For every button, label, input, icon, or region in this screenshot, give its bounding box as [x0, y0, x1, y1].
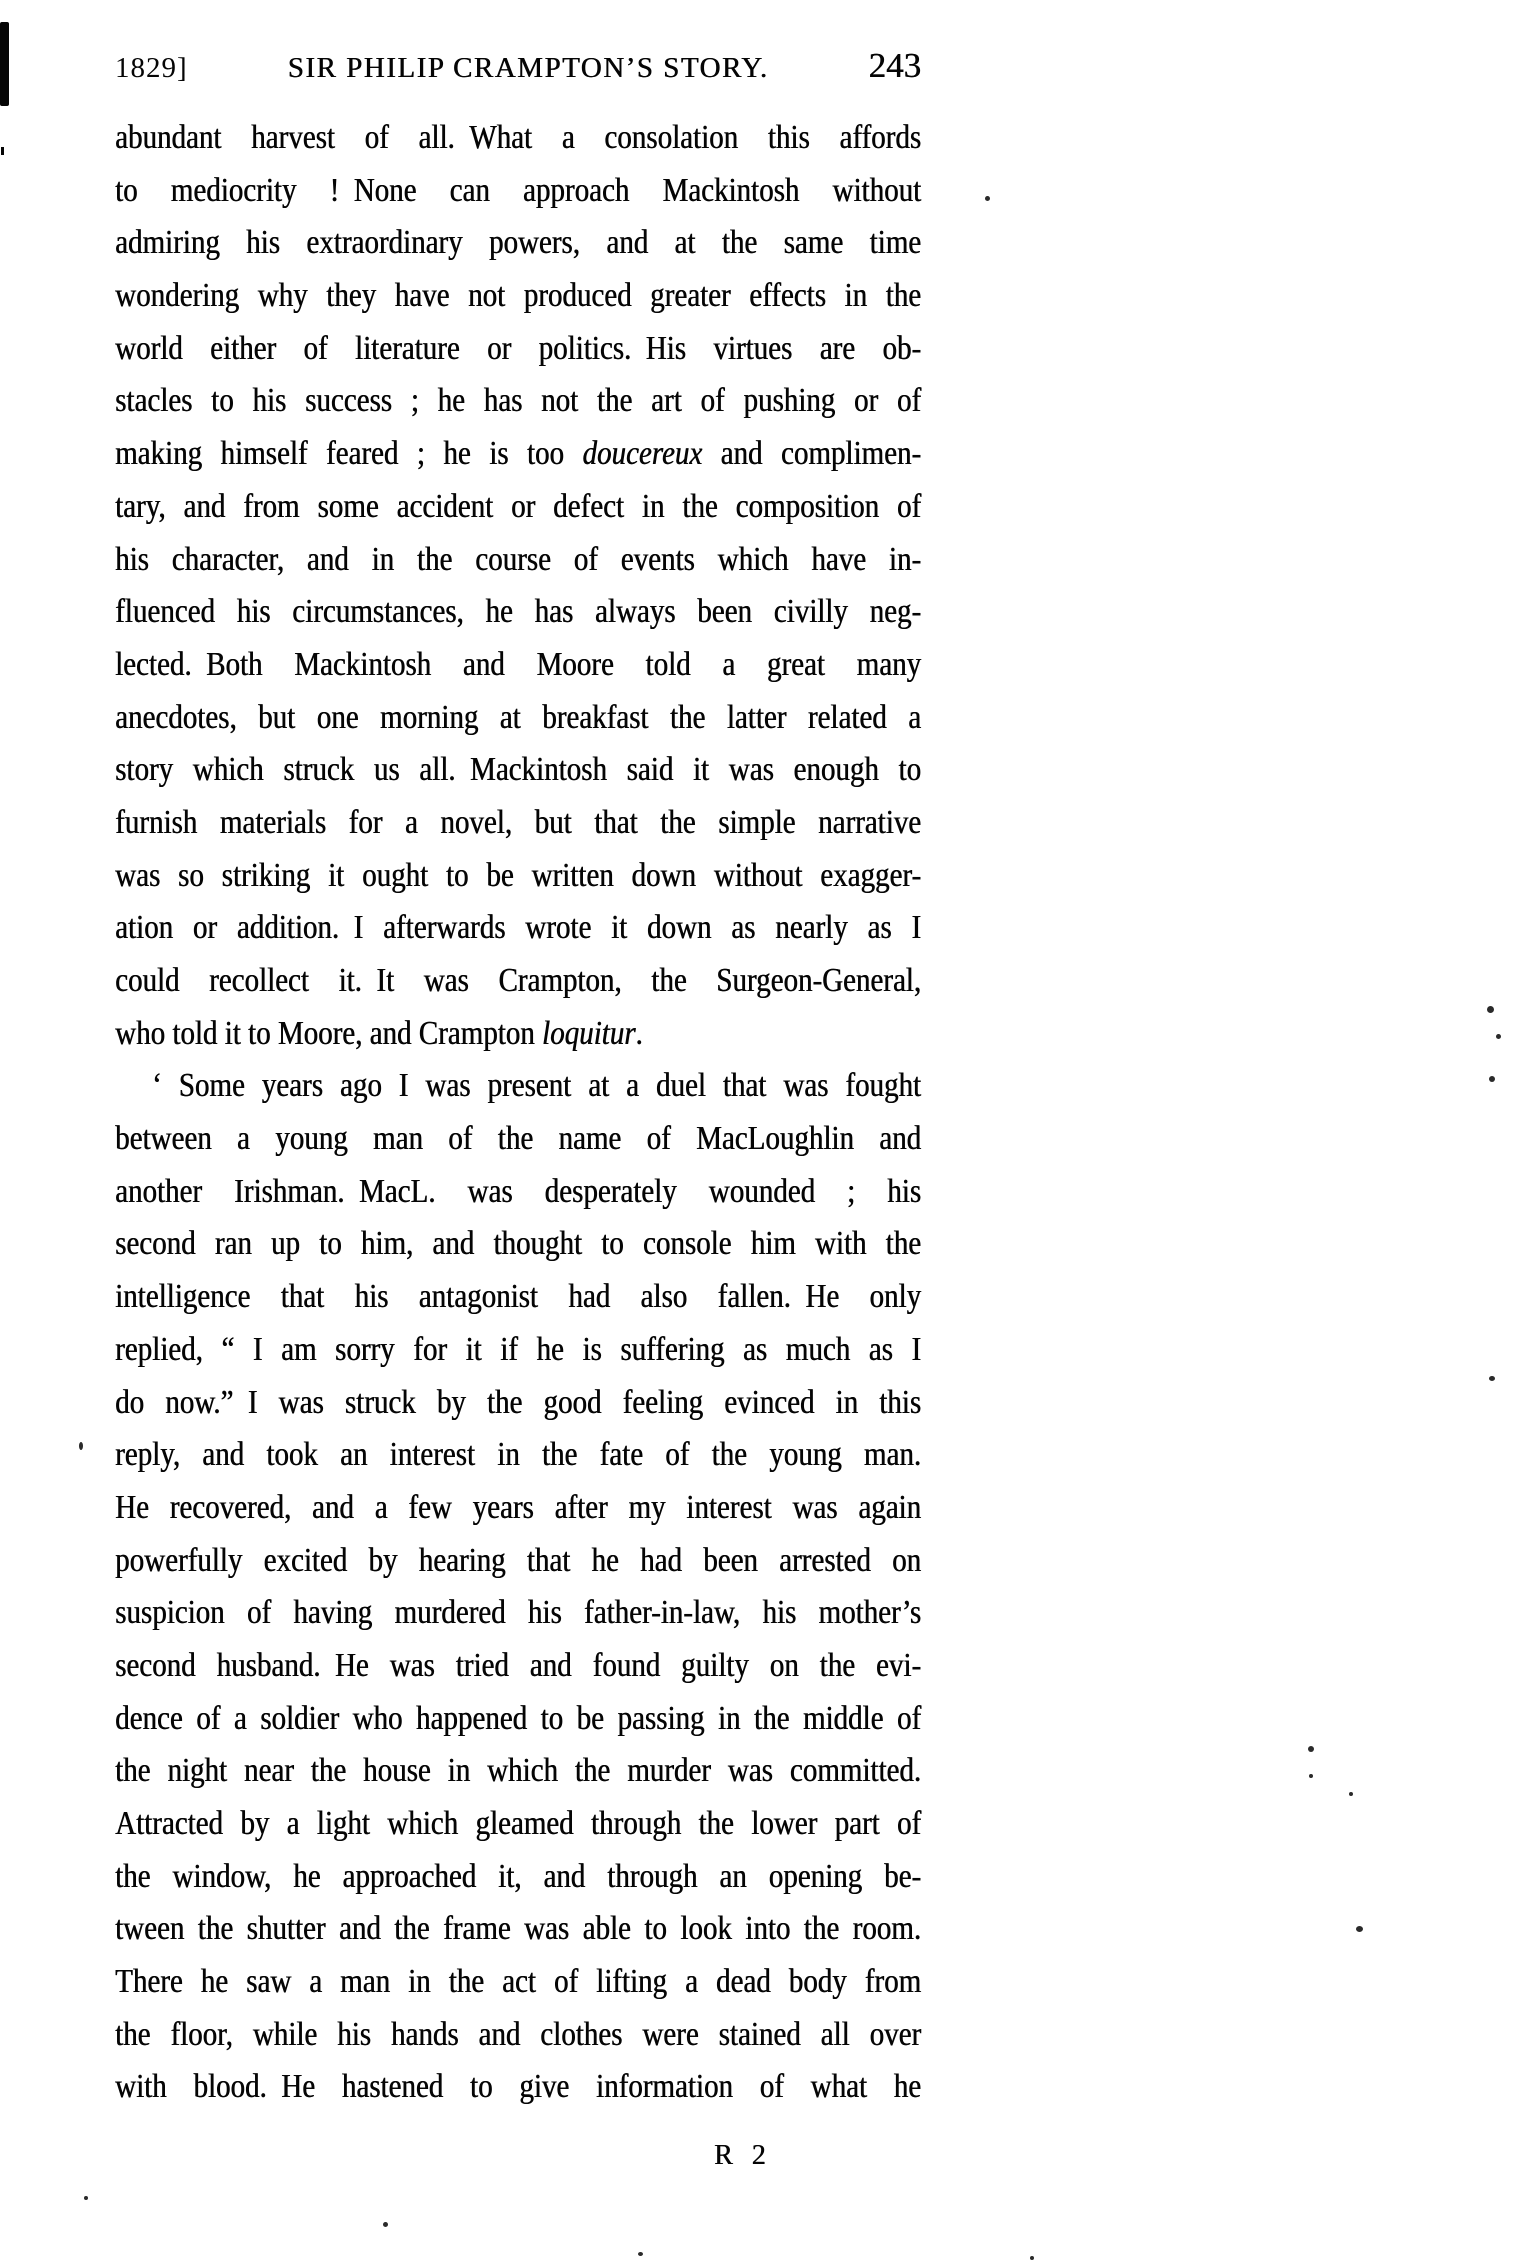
- ink-speck: [1349, 1792, 1353, 1796]
- text-line: stacles to his success ; he has not the art of pushing or of: [115, 382, 921, 420]
- text-line: abundant harvest of all. What a consolation this affords: [115, 119, 921, 156]
- text-line: tween the shutter and the frame was able to look into the room.: [115, 1910, 921, 1948]
- text-line: with blood. He hastened to give information of what he: [115, 2068, 921, 2106]
- ink-speck: [1308, 1746, 1314, 1752]
- ink-speck: [84, 2196, 88, 2200]
- text-line: fluenced his circumstances, he has always been civilly neg-: [115, 593, 921, 631]
- text-line: furnish materials for a novel, but that the simple narrative: [115, 804, 921, 841]
- text-line: wondering why they have not produced greater effects in the: [115, 277, 921, 315]
- text-line: Attracted by a light which gleamed through the lower part of: [115, 1805, 921, 1842]
- text-line: the window, he approached it, and through an opening be-: [115, 1857, 921, 1895]
- ink-speck: [1496, 1034, 1501, 1039]
- ink-speck: [383, 2222, 388, 2227]
- text-line: who told it to Moore, and Crampton loquitur.: [115, 1014, 643, 1052]
- page-header: [115, 46, 921, 86]
- text-line: story which struck us all. Mackintosh said it was enough to: [115, 751, 921, 789]
- page-title: SIR PHILIP CRAMPTON’S STORY.: [287, 52, 769, 84]
- text-line: He recovered, and a few years after my interest was again: [115, 1489, 921, 1526]
- text-line: the floor, while his hands and clothes were stained all over: [115, 2015, 921, 2053]
- ink-speck: [1489, 1076, 1495, 1082]
- text-line: ‘ Some years ago I was present at a duel that was fought: [152, 1067, 921, 1105]
- text-line: world either of literature or politics. His virtues are ob-: [115, 329, 921, 367]
- text-line: between a young man of the name of MacLoughlin and: [115, 1120, 921, 1158]
- ink-speck: [1356, 1926, 1363, 1932]
- ink-speck: [1487, 1006, 1494, 1013]
- text-line: do now.” I was struck by the good feeling evinced in this: [115, 1383, 921, 1421]
- text-line: second husband. He was tried and found guilty on the evi-: [115, 1647, 921, 1684]
- ink-speck: [1309, 1774, 1313, 1778]
- text-line: the night near the house in which the murder was committed.: [115, 1752, 921, 1790]
- ink-mark: [0, 22, 9, 106]
- text-line: admiring his extraordinary powers, and at the same time: [115, 224, 921, 262]
- text-line: his character, and in the course of events which have in-: [115, 540, 921, 578]
- text-line: reply, and took an interest in the fate of the young man.: [115, 1436, 921, 1474]
- text-line: replied, “ I am sorry for it if he is suffering as much as I: [115, 1330, 921, 1368]
- text-line: could recollect it. It was Crampton, the Surgeon-General,: [115, 962, 921, 999]
- text-line: was so striking it ought to be written down without exagger-: [115, 856, 921, 894]
- page-body: [115, 112, 921, 2114]
- ink-speck: [79, 1442, 83, 1450]
- text-line: dence of a soldier who happened to be passing in the middle of: [115, 1699, 921, 1737]
- text-line: lected. Both Mackintosh and Moore told a great many: [115, 646, 921, 683]
- text-line: second ran up to him, and thought to console him with the: [115, 1225, 921, 1263]
- text-line: another Irishman. MacL. was desperately wounded ; his: [115, 1172, 921, 1210]
- text-line: anecdotes, but one morning at breakfast the latter related a: [115, 698, 921, 736]
- text-line: There he saw a man in the act of lifting a dead body from: [115, 1963, 921, 2001]
- ink-speck: [638, 2252, 643, 2256]
- ink-speck: [1030, 2256, 1034, 2260]
- text-line: tary, and from some accident or defect in the composition of: [115, 487, 921, 525]
- ink-speck: [985, 196, 990, 201]
- signature-mark: R 2: [714, 2140, 772, 2171]
- text-line: ation or addition. I afterwards wrote it down as nearly as I: [115, 909, 921, 947]
- text-line: to mediocrity ! None can approach Mackintosh without: [115, 171, 921, 209]
- text-line: powerfully excited by hearing that he had been arrested on: [115, 1541, 921, 1579]
- page-number: 243: [868, 46, 921, 85]
- text-line: intelligence that his antagonist had also fallen. He only: [115, 1278, 921, 1316]
- ink-speck: [1489, 1376, 1495, 1381]
- text-line: making himself feared ; he is too doucereux and complimen-: [115, 435, 921, 473]
- text-line: suspicion of having murdered his father-in-law, his mother’s: [115, 1594, 921, 1632]
- header-year-marker: 1829]: [115, 52, 188, 84]
